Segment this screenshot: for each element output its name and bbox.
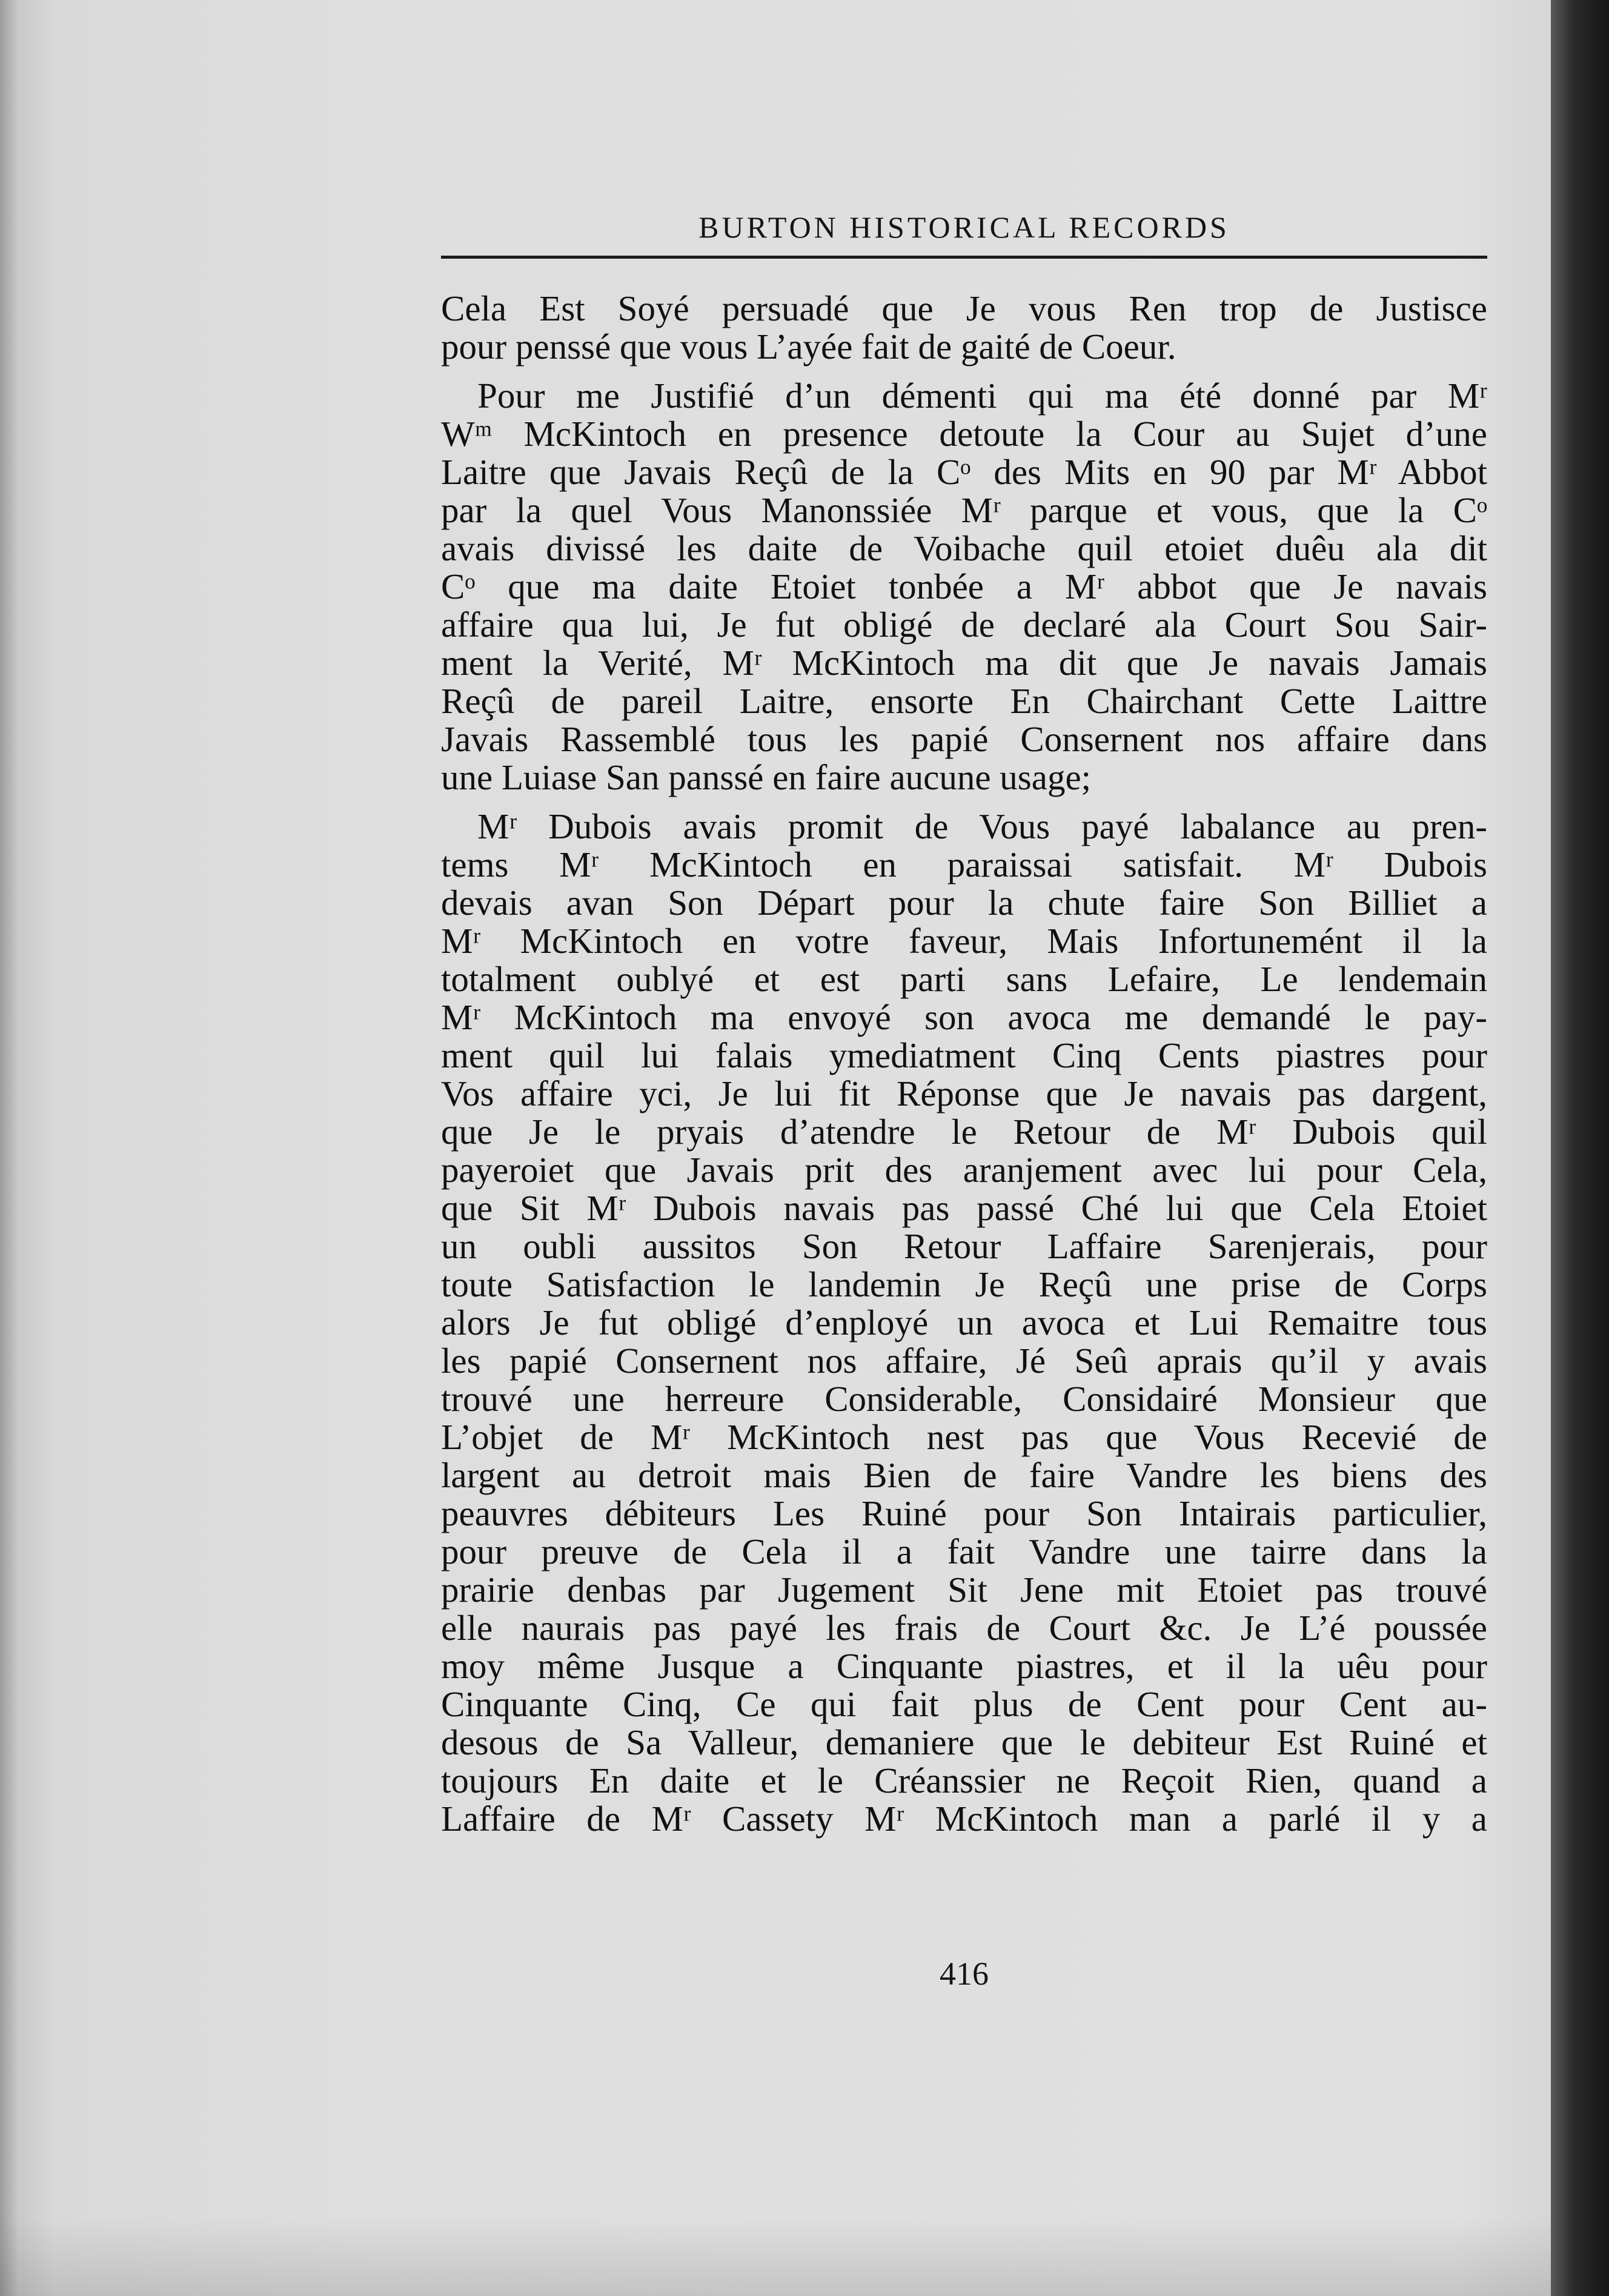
text-line: devais avan Son Départ pour la chute faire Son Billiet a bbox=[441, 883, 1487, 923]
text-line: Laitre que Javais Reçû de la Cᵒ des Mits en 90 par Mʳ Abbot bbox=[441, 452, 1487, 492]
text-line: Mʳ McKintoch en votre faveur, Mais Infortunemént il la bbox=[441, 921, 1487, 961]
text-line: Vos affaire yci, Je lui fit Réponse que Je navais pas dargent, bbox=[441, 1073, 1487, 1113]
text-line: Mʳ McKintoch ma envoyé son avoca me demandé le pay- bbox=[441, 997, 1487, 1037]
text-line: affaire qua lui, Je fut obligé de declaré ala Court Sou Sair- bbox=[441, 605, 1487, 645]
text-line: pour preuve de Cela il a fait Vandre une tairre dans la bbox=[441, 1531, 1487, 1571]
text-line: par la quel Vous Manonssiée Mʳ parque et vous, que la Cᵒ bbox=[441, 490, 1487, 530]
text-line: Wᵐ McKintoch en presence detoute la Cour au Sujet d’une bbox=[441, 414, 1487, 454]
text-line: que Sit Mʳ Dubois navais pas passé Ché lui que Cela Etoiet bbox=[441, 1188, 1487, 1228]
scan-background-edge bbox=[1551, 0, 1609, 2296]
text-line: elle naurais pas payé les frais de Court &c. Je L’é poussée bbox=[441, 1608, 1487, 1648]
page-number: 416 bbox=[940, 1956, 989, 1992]
text-line: ment la Verité, Mʳ McKintoch ma dit que Je navais Jamais bbox=[441, 643, 1487, 683]
text-line: largent au detroit mais Bien de faire Vandre les biens des bbox=[441, 1455, 1487, 1495]
body-text bbox=[441, 290, 1487, 1838]
text-line: Cᵒ que ma daite Etoiet tonbée a Mʳ abbot que Je navais bbox=[441, 566, 1487, 606]
text-line: moy même Jusque a Cinquante piastres, et il la uêu pour bbox=[441, 1646, 1487, 1686]
text-line: toujours En daite et le Créanssier ne Reçoit Rien, quand a bbox=[441, 1760, 1487, 1800]
text-line: toute Satisfaction le landemin Je Reçû une prise de Corps bbox=[441, 1264, 1487, 1304]
text-line: tems Mʳ McKintoch en paraissai satisfait. Mʳ Dubois bbox=[441, 844, 1487, 884]
paragraph-first-line: Pour me Justifié d’un démenti qui ma été donné par Mʳ bbox=[477, 376, 1487, 416]
text-line: Laffaire de Mʳ Cassety Mʳ McKintoch man a parlé il y a bbox=[441, 1799, 1487, 1839]
text-line: L’objet de Mʳ McKintoch nest pas que Vous Recevié de bbox=[441, 1417, 1487, 1457]
text-line: que Je le pryais d’atendre le Retour de Mʳ Dubois quil bbox=[441, 1112, 1487, 1152]
text-line: Reçû de pareil Laitre, ensorte En Chairchant Cette Laittre bbox=[441, 681, 1487, 721]
text-line: desous de Sa Valleur, demaniere que le debiteur Est Ruiné et bbox=[441, 1722, 1487, 1762]
text-line: Cinquante Cinq, Ce qui fait plus de Cent pour Cent au- bbox=[441, 1684, 1487, 1724]
text-line: les papié Consernent nos affaire, Jé Seû aprais qu’il y avais bbox=[441, 1341, 1487, 1381]
text-line: totalment oublyé et est parti sans Lefaire, Le lendemain bbox=[441, 959, 1487, 999]
running-header: BURTON HISTORICAL RECORDS bbox=[698, 210, 1230, 244]
text-line: une Luiase San panssé en faire aucune usage; bbox=[441, 757, 1092, 797]
text-line: un oubli aussitos Son Retour Laffaire Sarenjerais, pour bbox=[441, 1226, 1487, 1266]
text-line: avais divissé les daite de Voibache quil etoiet duêu ala dit bbox=[441, 528, 1487, 568]
paragraph-first-line: Mʳ Dubois avais promit de Vous payé labalance au pren- bbox=[477, 806, 1487, 846]
text-line: prairie denbas par Jugement Sit Jene mit Etoiet pas trouvé bbox=[441, 1570, 1487, 1610]
text-line: peauvres débiteurs Les Ruiné pour Son Intairais particulier, bbox=[441, 1493, 1487, 1533]
text-line: pour penssé que vous L’ayée fait de gaité de Coeur. bbox=[441, 327, 1176, 367]
text-line: Cela Est Soyé persuadé que Je vous Ren trop de Justisce bbox=[441, 288, 1487, 328]
text-line: trouvé une herreure Considerable, Considairé Monsieur que bbox=[441, 1379, 1487, 1419]
text-line: Javais Rassemblé tous les papié Consernent nos affaire dans bbox=[441, 719, 1487, 759]
header-rule bbox=[441, 256, 1487, 259]
text-line: payeroiet que Javais prit des aranjement avec lui pour Cela, bbox=[441, 1150, 1487, 1190]
text-line: ment quil lui falais ymediatment Cinq Cents piastres pour bbox=[441, 1035, 1487, 1075]
text-line: alors Je fut obligé d’enployé un avoca et Lui Remaitre tous bbox=[441, 1302, 1487, 1342]
page-bottom-shadow bbox=[0, 2217, 1551, 2296]
